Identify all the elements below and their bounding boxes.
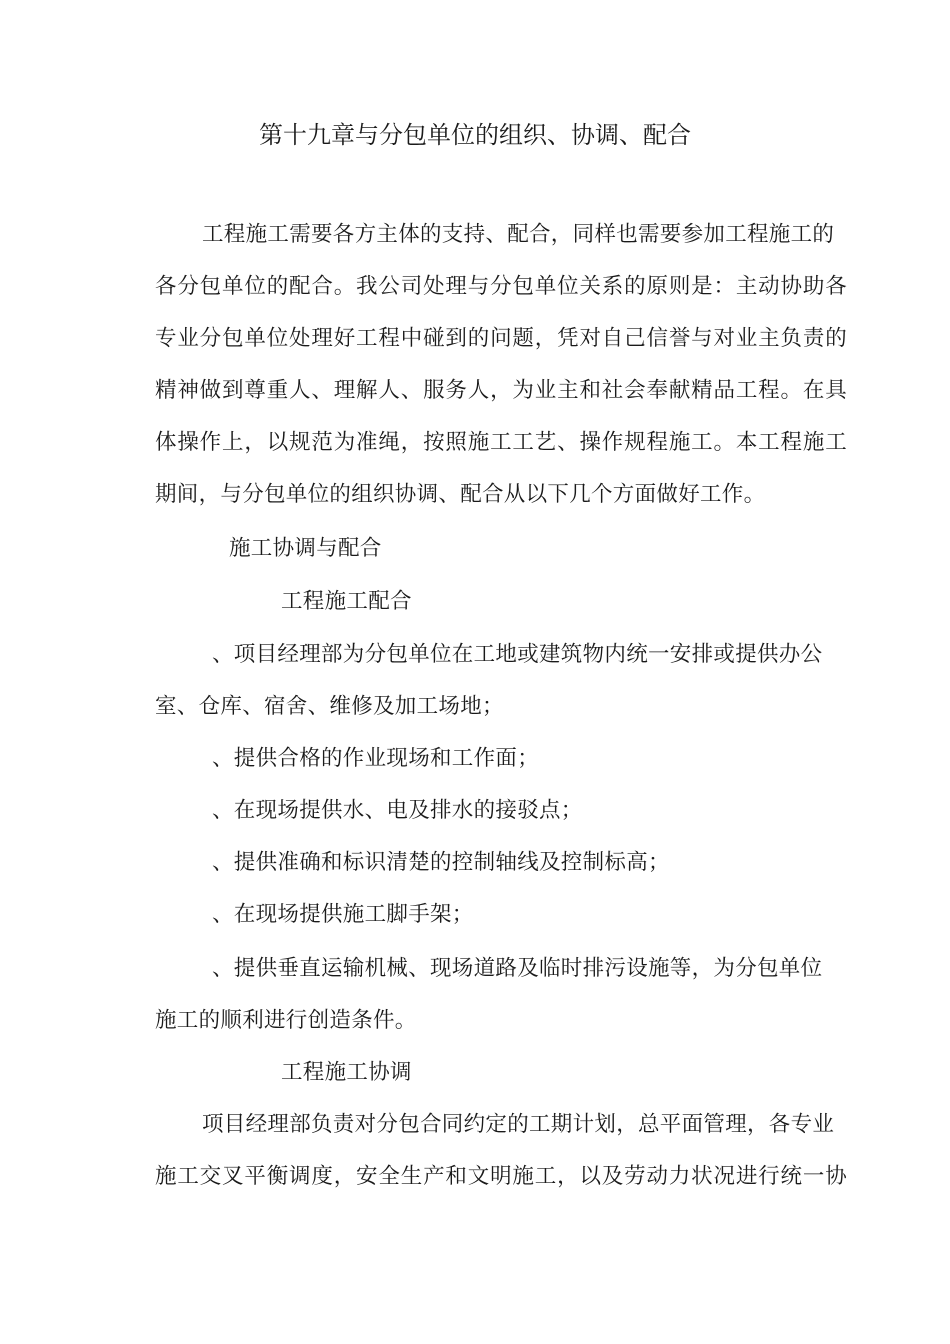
intro-line-1: 工程施工需要各方主体的支持、配合，同样也需要参加工程施工的: [202, 222, 835, 247]
intro-line-3: 专业分包单位处理好工程中碰到的问题，凭对自己信誉与对业主负责的: [155, 326, 847, 351]
list-item-6: 、提供垂直运输机械、现场道路及临时排污设施等，为分包单位: [212, 956, 823, 981]
intro-line-4: 精神做到尊重人、理解人、服务人，为业主和社会奉献精品工程。在具: [155, 378, 847, 403]
list-item-6-continued: 施工的顺利进行创造条件。: [155, 1008, 417, 1033]
list-item-5: 、在现场提供施工脚手架；: [212, 902, 474, 927]
subsection-heading-cooperation: 工程施工配合: [281, 589, 412, 614]
section-heading: 施工协调与配合: [229, 536, 382, 561]
coordination-line-1: 项目经理部负责对分包合同约定的工期计划，总平面管理，各专业: [202, 1112, 835, 1137]
list-item-3: 、在现场提供水、电及排水的接驳点；: [212, 798, 583, 823]
coordination-line-2: 施工交叉平衡调度，安全生产和文明施工，以及劳动力状况进行统一协: [155, 1164, 847, 1189]
chapter-title: 第十九章与分包单位的组织、协调、配合: [259, 121, 691, 149]
subsection-heading-coordination: 工程施工协调: [281, 1060, 412, 1085]
list-item-2: 、提供合格的作业现场和工作面；: [212, 746, 540, 771]
intro-line-2: 各分包单位的配合。我公司处理与分包单位关系的原则是：主动协助各: [155, 274, 847, 299]
intro-line-5: 体操作上，以规范为准绳，按照施工工艺、操作规程施工。本工程施工: [155, 430, 847, 455]
list-item-1-continued: 室、仓库、宿舍、维修及加工场地；: [155, 694, 504, 719]
intro-line-6: 期间，与分包单位的组织协调、配合从以下几个方面做好工作。: [155, 482, 766, 507]
list-item-4: 、提供准确和标识清楚的控制轴线及控制标高；: [212, 850, 670, 875]
list-item-1: 、项目经理部为分包单位在工地或建筑物内统一安排或提供办公: [212, 642, 823, 667]
